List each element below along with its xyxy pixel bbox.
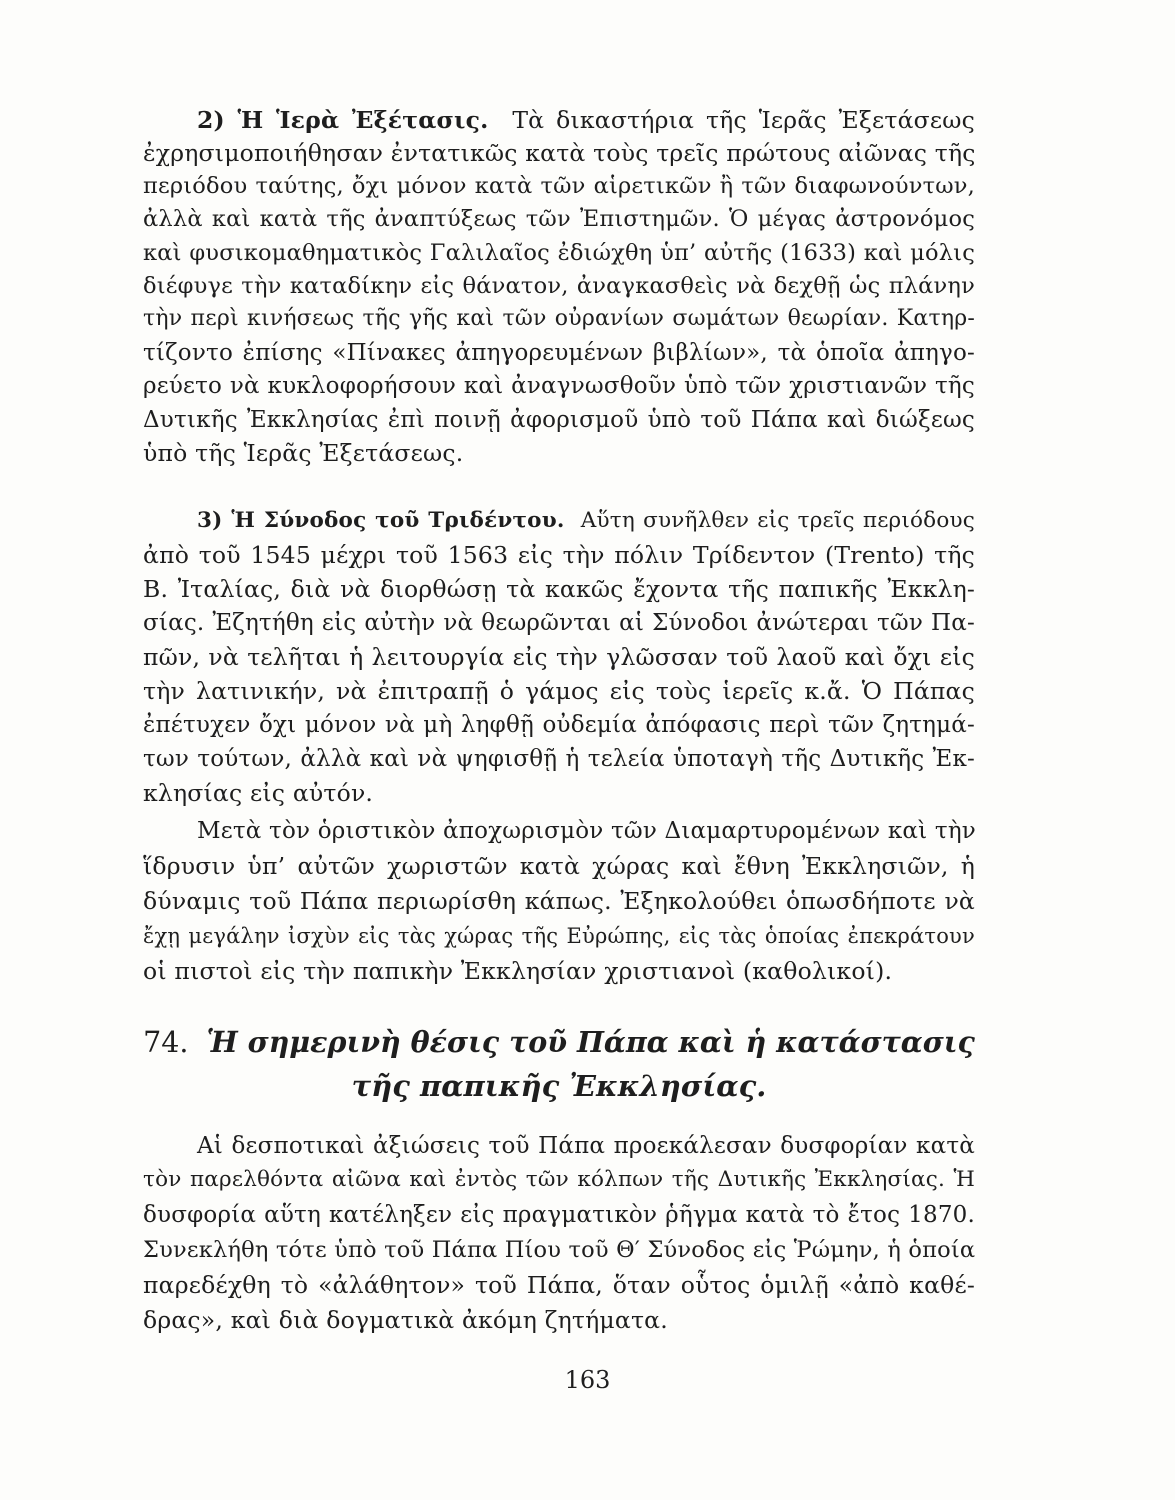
paragraph-final-line-1: τὸν παρελθόντα αἰῶνα καὶ ἐντὸς τῶν κόλπων τῆς Δυτικῆς Ἐκκλησίας. Ἡ xyxy=(143,1167,975,1192)
section3-lead: 3) Ἡ Σύνοδος τοῦ Τριδέντου. xyxy=(197,508,565,533)
paragraph-final-line-3: Συνεκλήθη τότε ὑπὸ τοῦ Πάπα Πίου τοῦ Θ′ Σύνοδος εἰς Ῥώμην, ἡ ὁποία xyxy=(143,1237,976,1263)
section2-line-4: καὶ φυσικομαθηματικὸς Γαλιλαῖος ἐδιώχθη ὑπ’ αὐτῆς (1633) καὶ μόλις xyxy=(143,240,975,266)
paragraph-final-line-4: παρεδέχθη τὸ «ἀλάθητον» τοῦ Πάπα, ὅταν οὗτος ὁμιλῇ «ἀπὸ καθέ- xyxy=(143,1271,975,1299)
section2-line-7: τίζοντο ἐπίσης «Πίνακες ἀπηγορευμένων βιβλίων», τὰ ὁποῖα ἀπηγο- xyxy=(143,340,975,366)
chapter-heading-line-2: τῆς παπικῆς Ἐκκλησίας. xyxy=(351,1069,767,1103)
section3-line-0: 3) Ἡ Σύνοδος τοῦ Τριδέντου. Αὕτη συνῆλθεν εἰς τρεῖς περιόδους xyxy=(197,508,975,533)
chapter-title-1: Ἡ σημερινὴ θέσις τοῦ Πάπα καὶ ἡ κατάστασις xyxy=(206,1025,975,1059)
section2-line-9: Δυτικῆς Ἐκκλησίας ἐπὶ ποινῇ ἀφορισμοῦ ὑπὸ τοῦ Πάπα καὶ διώξεως xyxy=(143,407,975,433)
section3-line-7: των τούτων, ἀλλὰ καὶ νὰ ψηφισθῇ ἡ τελεία ὑποταγὴ τῆς Δυτικῆς Ἐκ- xyxy=(143,746,975,772)
chapter-number: 74. xyxy=(143,1026,189,1059)
section3-line-4: πῶν, νὰ τελῆται ἡ λειτουργία εἰς τὴν γλῶσσαν τοῦ λαοῦ καὶ ὄχι εἰς xyxy=(143,643,975,671)
section3-line-5: τὴν λατινικήν, νὰ ἐπιτραπῇ ὁ γάμος εἰς τοὺς ἱερεῖς κ.ἄ. Ὁ Πάπας xyxy=(143,677,975,705)
section2-line-1: ἐχρησιμοποιήθησαν ἐντατικῶς κατὰ τοὺς τρεῖς πρώτους αἰῶνας τῆς xyxy=(143,139,976,167)
section3-line-3: σίας. Ἐζητήθη εἰς αὐτὴν νὰ θεωρῶνται αἱ Σύνοδοι ἀνώτεραι τῶν Πα- xyxy=(143,610,975,636)
section2-line-3: ἀλλὰ καὶ κατὰ τῆς ἀναπτύξεως τῶν Ἐπιστημῶν. Ὁ μέγας ἀστρονόμος xyxy=(143,206,975,232)
section2-line-5: διέφυγε τὴν καταδίκην εἰς θάνατον, ἀναγκασθεὶς νὰ δεχθῇ ὡς πλάνην xyxy=(143,273,975,299)
page-number: 163 xyxy=(564,1366,611,1394)
paragraph-final-line-0: Αἱ δεσποτικαὶ ἀξιώσεις τοῦ Πάπα προεκάλεσαν δυσφορίαν κατὰ xyxy=(197,1133,975,1159)
section2-line-10: ὑπὸ τῆς Ἱερᾶς Ἐξετάσεως. xyxy=(143,439,464,467)
section2-line-0: 2) Ἡ Ἱερὰ Ἐξέτασις. Τὰ δικαστήρια τῆς Ἱερᾶς Ἐξετάσεως xyxy=(197,106,976,134)
section2-lead: 2) Ἡ Ἱερὰ Ἐξέτασις. xyxy=(197,106,489,134)
paragraph-after-line-1: ἵδρυσιν ὑπ’ αὐτῶν χωριστῶν κατὰ χώρας καὶ ἔθνη Ἐκκλησιῶν, ἡ xyxy=(143,852,975,880)
paragraph-after-line-0: Μετὰ τὸν ὁριστικὸν ἀποχωρισμὸν τῶν Διαμαρτυρομένων καὶ τὴν xyxy=(197,818,976,844)
paragraph-final-line-5: δρας», καὶ διὰ δογματικὰ ἀκόμη ζητήματα. xyxy=(143,1306,668,1334)
section2-line-8: ρεύετο νὰ κυκλοφορήσουν καὶ ἀναγνωσθοῦν ὑπὸ τῶν χριστιανῶν τῆς xyxy=(143,373,975,399)
section3-line-6: ἐπέτυχεν ὄχι μόνον νὰ μὴ ληφθῇ οὐδεμία ἀπόφασις περὶ τῶν ζητημά- xyxy=(143,712,975,738)
section2-line-2: περιόδου ταύτης, ὄχι μόνον κατὰ τῶν αἱρετικῶν ἢ τῶν διαφωνούντων, xyxy=(143,173,975,199)
chapter-heading-line-1 xyxy=(143,1022,975,1063)
section2-line-6: τὴν περὶ κινήσεως τῆς γῆς καὶ τῶν οὐρανίων σωμάτων θεωρίαν. Κατηρ- xyxy=(143,306,975,331)
section3-line-2: Β. Ἰταλίας, διὰ νὰ διορθώσῃ τὰ κακῶς ἔχοντα τῆς παπικῆς Ἐκκλη- xyxy=(143,575,975,603)
paragraph-after-line-4: οἱ πιστοὶ εἰς τὴν παπικὴν Ἐκκλησίαν χριστιανοὶ (καθολικοί). xyxy=(143,957,893,985)
section3-line-8: κλησίας εἰς αὐτόν. xyxy=(143,779,374,807)
paragraph-final-line-2: δυσφορία αὕτη κατέληξεν εἰς πραγματικὸν ῥῆγμα κατὰ τὸ ἔτος 1870. xyxy=(143,1202,975,1228)
paragraph-after-line-2: δύναμις τοῦ Πάπα περιωρίσθη κάπως. Ἐξηκολούθει ὁπωσδήποτε νὰ xyxy=(143,887,975,915)
paragraph-after-line-3: ἔχῃ μεγάλην ἰσχὺν εἰς τὰς χώρας τῆς Εὐρώπης, εἰς τὰς ὁποίας ἐπεκράτουν xyxy=(143,924,975,948)
section3-line-1: ἀπὸ τοῦ 1545 μέχρι τοῦ 1563 εἰς τὴν πόλιν Τρίδεντον (Trento) τῆς xyxy=(143,541,975,569)
